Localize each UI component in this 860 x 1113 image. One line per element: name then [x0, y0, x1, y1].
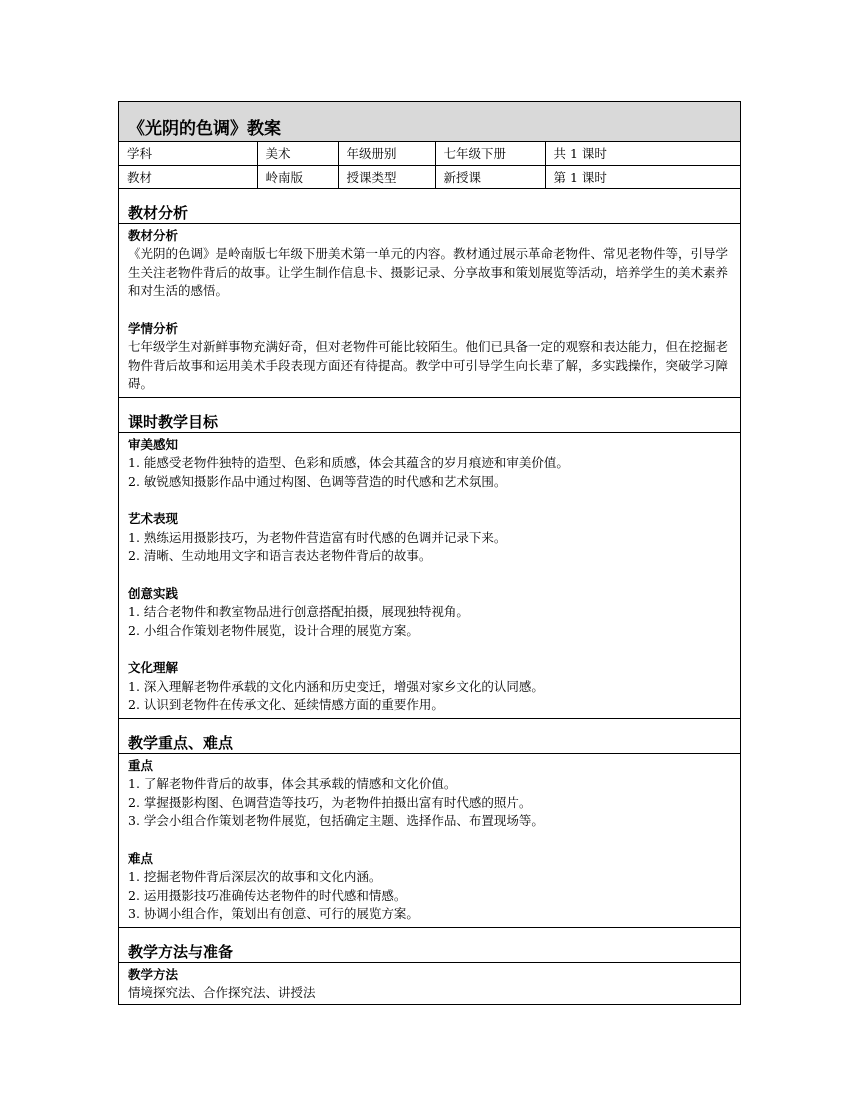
info-cell: 学科 [119, 142, 257, 165]
list-item: 1. 结合老物件和教室物品进行创意搭配拍摄，展现独特视角。 [128, 604, 469, 619]
subsection-title: 审美感知 [128, 436, 179, 452]
info-cell: 授课类型 [338, 165, 435, 188]
info-row [119, 165, 740, 188]
subsection-title: 创意实践 [128, 585, 179, 601]
section-body [119, 963, 740, 1004]
list-item: 2. 掌握摄影构图、色调营造等技巧，为老物件拍摄出富有时代感的照片。 [128, 794, 532, 810]
course-info-table [119, 142, 740, 189]
section-title: 教学重点、难点 [128, 733, 234, 752]
section-header [119, 398, 740, 433]
subsection-title: 教学方法 [128, 966, 179, 982]
info-cell: 新授课 [435, 165, 545, 188]
list-item: 2. 小组合作策划老物件展览，设计合理的展览方案。 [128, 622, 419, 638]
subsection-title: 学情分析 [128, 320, 179, 336]
section-header [119, 928, 740, 963]
subsection-title: 艺术表现 [128, 511, 179, 526]
section-body [119, 754, 740, 928]
title-row [119, 102, 740, 142]
subsection-title: 难点 [128, 850, 154, 866]
list-item: 2. 敏锐感知摄影作品中通过构图、色调等营造的时代感和艺术氛围。 [128, 473, 507, 489]
info-row [119, 142, 740, 165]
list-item: 3. 协调小组合作，策划出有创意、可行的展览方案。 [128, 906, 419, 921]
section-body [119, 224, 740, 398]
list-item: 1. 熟练运用摄影技巧，为老物件营造富有时代感的色调并记录下来。 [128, 529, 507, 545]
section-header [119, 719, 740, 754]
section-header [119, 189, 740, 224]
section-title: 教材分析 [128, 203, 189, 222]
section-body [119, 433, 740, 719]
list-item: 3. 学会小组合作策划老物件展览，包括确定主题、选择作品、布置现场等。 [128, 813, 544, 828]
subsection-title: 文化理解 [128, 660, 179, 675]
list-item: 1. 了解老物件背后的故事，体会其承载的情感和文化价值。 [128, 776, 457, 791]
section-title: 教学方法与准备 [128, 942, 234, 961]
section-title: 课时教学目标 [128, 412, 219, 431]
subsection-title: 重点 [128, 757, 154, 773]
list-item: 2. 清晰、生动地用文字和语言表达老物件背后的故事。 [128, 548, 432, 563]
info-cell: 共 1 课时 [545, 142, 740, 165]
info-cell: 第 1 课时 [545, 165, 740, 188]
paragraph: 七年级学生对新鲜事物充满好奇，但对老物件可能比较陌生。他们已具备一定的观察和表达能力，但在挖掘老物件背后故事和运用美术手段表现方面还有待提高。教学中可引导学生向长辈了解，多实践操作，突破学习障碍。 [128, 339, 729, 391]
info-cell: 美术 [257, 142, 338, 165]
info-cell: 岭南版 [257, 165, 338, 188]
subsection-title: 教材分析 [128, 227, 179, 243]
info-cell: 年级册别 [338, 142, 435, 165]
list-item: 1. 能感受老物件独特的造型、色彩和质感，体会其蕴含的岁月痕迹和审美价值。 [128, 455, 569, 470]
list-item: 2. 运用摄影技巧准确传达老物件的时代感和情感。 [128, 887, 407, 903]
lesson-plan-document [118, 101, 741, 1005]
paragraph: 情境探究法、合作探究法、讲授法 [128, 985, 316, 1000]
list-item: 1. 挖掘老物件背后深层次的故事和文化内涵。 [128, 869, 382, 884]
paragraph: 《光阴的色调》是岭南版七年级下册美术第一单元的内容。教材通过展示革命老物件、常见老物件等，引导学生关注老物件背后的故事。让学生制作信息卡、摄影记录、分享故事和策划展览等活动，培养学生的美术素养和对生活的感悟。 [128, 246, 729, 298]
info-cell: 教材 [119, 165, 257, 188]
document-title: 《光阴的色调》教案 [128, 119, 281, 139]
list-item: 2. 认识到老物件在传承文化、延续情感方面的重要作用。 [128, 697, 444, 712]
info-cell: 七年级下册 [435, 142, 545, 165]
list-item: 1. 深入理解老物件承载的文化内涵和历史变迁，增强对家乡文化的认同感。 [128, 678, 544, 694]
